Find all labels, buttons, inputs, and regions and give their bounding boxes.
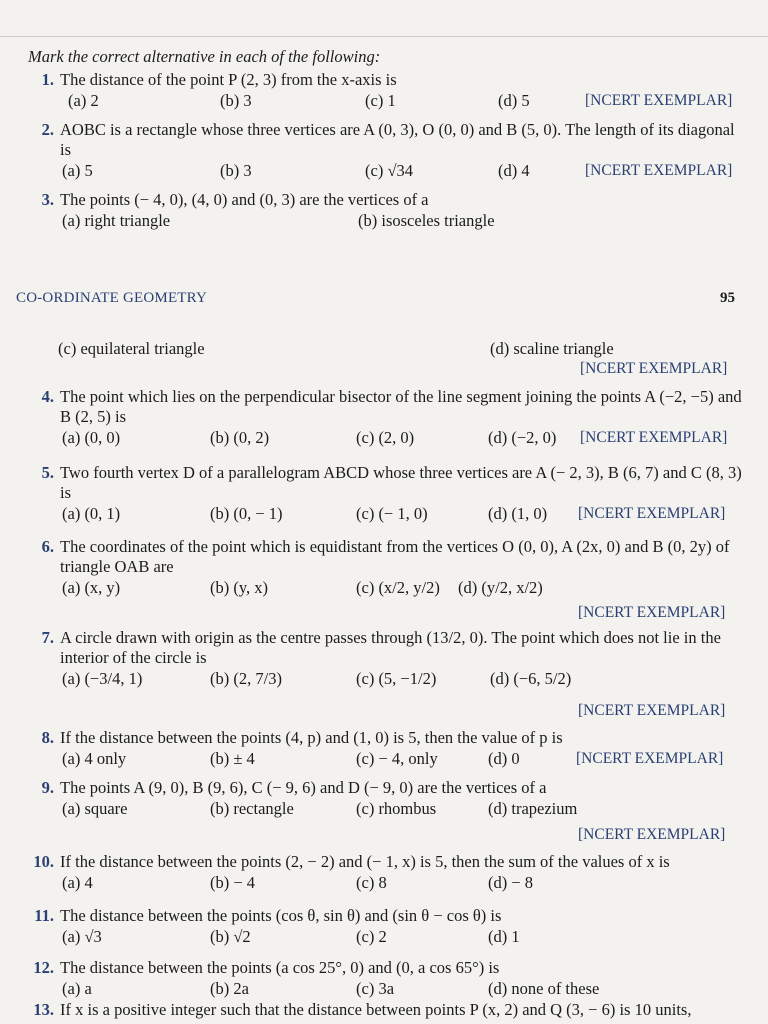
option-b: (b) 3 (220, 91, 252, 110)
option-c: (c) (x/2, y/2) (356, 578, 440, 597)
option-c: (c) rhombus (356, 799, 437, 818)
option-d: (d) − 8 (488, 873, 534, 892)
question-number: 11. (34, 906, 54, 925)
option-d: (d) 5 (498, 91, 530, 110)
question-stem: AOBC is a rectangle whose three vertices are A (0, 3), O (0, 0) and B (5, 0). The length of its diagonal is (60, 120, 735, 159)
option-b: (b) rectangle (210, 799, 294, 818)
question-number: 1. (41, 70, 54, 89)
option-b: (b) ± 4 (210, 749, 255, 768)
option-b: (b) (0, 2) (210, 428, 270, 447)
question-stem: The distance between the points (cos θ, sin θ) and (sin θ − cos θ) is (60, 906, 502, 925)
option-c: (c) 3a (356, 979, 395, 998)
option-d: (d) none of these (488, 979, 600, 998)
question-number: 13. (33, 1000, 54, 1019)
option-a: (a) (0, 1) (62, 504, 121, 523)
question-number: 9. (41, 778, 54, 797)
question-stem: The coordinates of the point which is equidistant from the vertices O (0, 0), A (2x, 0) and B (0, 2y) of triangle OAB are (60, 537, 730, 576)
option-a: (a) 5 (62, 161, 93, 180)
option-d: (d) scaline triangle (490, 339, 614, 358)
source-tag: [NCERT EXEMPLAR] (585, 92, 733, 109)
question-stem: Two fourth vertex D of a parallelogram ABCD whose three vertices are A (− 2, 3), B (6, 7) and C (8, 3) is (60, 463, 742, 502)
question-8 (28, 728, 743, 770)
source-tag: [NCERT EXEMPLAR] (576, 750, 724, 767)
question-number: 4. (41, 387, 54, 406)
option-a: (a) right triangle (62, 211, 171, 230)
question-stem: The points (− 4, 0), (4, 0) and (0, 3) are the vertices of a (60, 190, 429, 209)
question-11 (28, 906, 743, 948)
question-6 (28, 537, 743, 599)
options-row (62, 748, 743, 770)
option-b: (b) √2 (210, 927, 251, 946)
options-row (62, 872, 743, 894)
option-a: (a) square (62, 799, 128, 818)
question-number: 7. (41, 628, 54, 647)
options-row (62, 798, 743, 820)
question-stem: A circle drawn with origin as the centre passes through (13/2, 0). The point which does not lie in the interior of the circle is (60, 628, 721, 667)
options-row (62, 978, 743, 1000)
question-10 (28, 852, 743, 894)
option-c: (c) 2 (356, 927, 387, 946)
option-b: (b) (0, − 1) (210, 504, 283, 523)
option-b: (b) − 4 (210, 873, 256, 892)
question-number: 10. (33, 852, 54, 871)
source-tag: [NCERT EXEMPLAR] (578, 702, 726, 719)
option-c: (c) (5, −1/2) (356, 669, 437, 688)
source-tag: [NCERT EXEMPLAR] (578, 826, 726, 843)
option-b: (b) 2a (210, 979, 249, 998)
question-9 (28, 778, 743, 820)
question-stem: The points A (9, 0), B (9, 6), C (− 9, 6) and D (− 9, 0) are the vertices of a (60, 778, 547, 797)
source-tag: [NCERT EXEMPLAR] (580, 429, 728, 446)
option-d: (d) (y/2, x/2) (458, 578, 543, 597)
question-number: 5. (41, 463, 54, 482)
option-a: (a) (0, 0) (62, 428, 121, 447)
question-13 (28, 1000, 743, 1020)
running-header-title: CO-ORDINATE GEOMETRY (16, 290, 208, 306)
options-row (62, 210, 743, 232)
question-5 (28, 463, 743, 525)
options-row (62, 577, 743, 599)
option-a: (a) √3 (62, 927, 102, 946)
options-row (58, 338, 743, 360)
question-3-continued (28, 338, 743, 360)
question-stem: The distance between the points (a cos 25°, 0) and (0, a cos 65°) is (60, 958, 500, 977)
question-stem: If the distance between the points (2, − 2) and (− 1, x) is 5, then the sum of the values of x is (60, 852, 670, 871)
option-a: (a) 4 only (62, 749, 127, 768)
options-row (62, 668, 743, 690)
page-number: 95 (720, 290, 735, 306)
options-row (62, 160, 743, 182)
option-b: (b) (2, 7/3) (210, 669, 282, 688)
question-12 (28, 958, 743, 1000)
source-tag: [NCERT EXEMPLAR] (585, 162, 733, 179)
question-number: 3. (41, 190, 54, 209)
option-d: (d) (1, 0) (488, 504, 548, 523)
options-row (62, 503, 743, 525)
question-3 (28, 190, 743, 232)
option-d: (d) 4 (498, 161, 530, 180)
option-a: (a) (x, y) (62, 578, 121, 597)
option-a: (a) 4 (62, 873, 93, 892)
question-number: 8. (41, 728, 54, 747)
option-d: (d) (−2, 0) (488, 428, 557, 447)
option-c: (c) 1 (365, 91, 396, 110)
option-c: (c) √34 (365, 161, 413, 180)
options-row (62, 427, 743, 449)
top-rule (0, 36, 768, 37)
source-tag: [NCERT EXEMPLAR] (578, 604, 726, 621)
option-a: (a) a (62, 979, 92, 998)
question-4 (28, 387, 743, 449)
option-c: (c) (2, 0) (356, 428, 415, 447)
option-d: (d) trapezium (488, 799, 578, 818)
options-row (68, 90, 743, 112)
question-7 (28, 628, 743, 690)
question-2 (28, 120, 743, 182)
option-d: (d) (−6, 5/2) (490, 669, 572, 688)
question-stem: The distance of the point P (2, 3) from the x-axis is (60, 70, 397, 89)
question-1 (28, 70, 743, 112)
option-d: (d) 1 (488, 927, 520, 946)
option-b: (b) 3 (220, 161, 252, 180)
option-a: (a) (−3/4, 1) (62, 669, 143, 688)
source-tag: [NCERT EXEMPLAR] (580, 360, 728, 377)
option-d: (d) 0 (488, 749, 520, 768)
source-tag: [NCERT EXEMPLAR] (578, 505, 726, 522)
option-c: (c) equilateral triangle (58, 339, 205, 358)
options-row (62, 926, 743, 948)
question-number: 2. (41, 120, 54, 139)
option-b: (b) isosceles triangle (358, 211, 495, 230)
option-c: (c) (− 1, 0) (356, 504, 428, 523)
question-stem: If the distance between the points (4, p) and (1, 0) is 5, then the value of p is (60, 728, 563, 747)
question-number: 12. (33, 958, 54, 977)
question-number: 6. (41, 537, 54, 556)
option-c: (c) 8 (356, 873, 387, 892)
instruction-text: Mark the correct alternative in each of the following: (28, 47, 381, 66)
option-b: (b) (y, x) (210, 578, 269, 597)
question-stem: If x is a positive integer such that the distance between points P (x, 2) and Q (3, − 6) is 10 units, (60, 1000, 692, 1019)
option-c: (c) − 4, only (356, 749, 438, 768)
option-a: (a) 2 (68, 91, 99, 110)
question-stem: The point which lies on the perpendicular bisector of the line segment joining the points A (−2, −5) and B (2, 5) is (60, 387, 742, 426)
